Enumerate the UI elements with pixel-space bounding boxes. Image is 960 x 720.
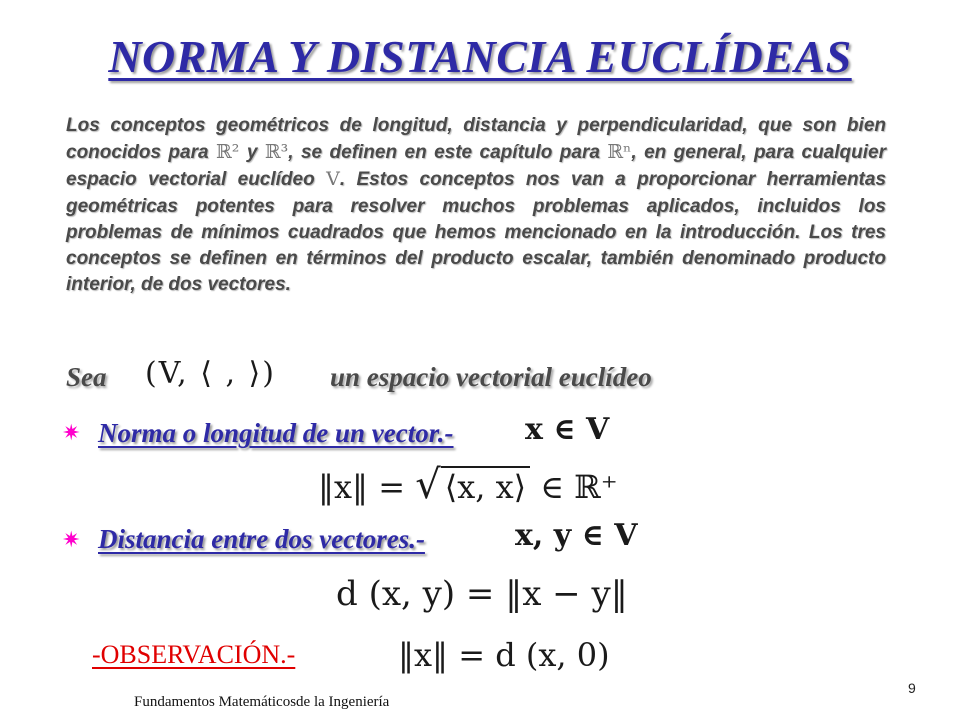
intro-paragraph	[66, 113, 886, 298]
distancia-membership: x, y ∈ V	[515, 518, 638, 553]
intro-part4: . Estos conceptos nos van a proporcionar herramientas geométricas potentes para resolver muchos problemas aplicados, incluidos los problemas de mínimos cuadrados que hemos mencionado en la introducción. Los tres conceptos se definen en términos del producto escalar, también denominado producto interior, de dos vectores.	[66, 169, 887, 296]
intro-part2: , se definen en este capítulo para	[288, 142, 600, 164]
sqrt-icon: √	[415, 462, 441, 508]
v-symbol: V	[326, 168, 340, 191]
r3-symbol: ℝ³	[264, 141, 289, 164]
star-bullet-icon: ✷	[62, 420, 81, 445]
norma-formula-right: ∈ ℝ⁺	[540, 468, 618, 506]
observacion-formula: ‖x‖ = d (x, 0)	[398, 636, 610, 674]
page-number: 9	[908, 680, 916, 696]
intro-part1: Los conceptos geométricos de longitud, distancia y perpendicularidad, que son bien conocidos para	[66, 115, 886, 164]
intro-y: y	[246, 142, 258, 164]
footer-text: Fundamentos Matemáticosde la Ingeniería	[134, 694, 390, 710]
norma-formula-left: ‖x‖ =	[318, 468, 406, 506]
r2-symbol: ℝ²	[216, 141, 240, 164]
norma-membership: x ∈ V	[525, 412, 610, 447]
page-title: NORMA Y DISTANCIA EUCLÍDEAS	[108, 31, 852, 82]
intro-part3: , en general, para cualquier espacio vectorial euclídeo	[66, 142, 886, 191]
sea-statement: un espacio vectorial euclídeo	[330, 362, 652, 392]
norma-formula-inner: ⟨x, x⟩	[441, 466, 530, 506]
norma-formula	[318, 462, 618, 508]
rn-symbol: ℝⁿ	[607, 141, 632, 164]
euclidean-space-tuple: (V, ⟨ , ⟩)	[145, 356, 276, 391]
distancia-heading: Distancia entre dos vectores.-	[98, 524, 425, 554]
star-bullet-icon: ✷	[62, 527, 81, 552]
sea-word: Sea	[66, 362, 107, 392]
norma-heading: Norma o longitud de un vector.-	[98, 418, 454, 448]
observacion-label: -OBSERVACIÓN.-	[92, 640, 296, 669]
distancia-formula: d (x, y) = ‖x − y‖	[336, 574, 628, 614]
